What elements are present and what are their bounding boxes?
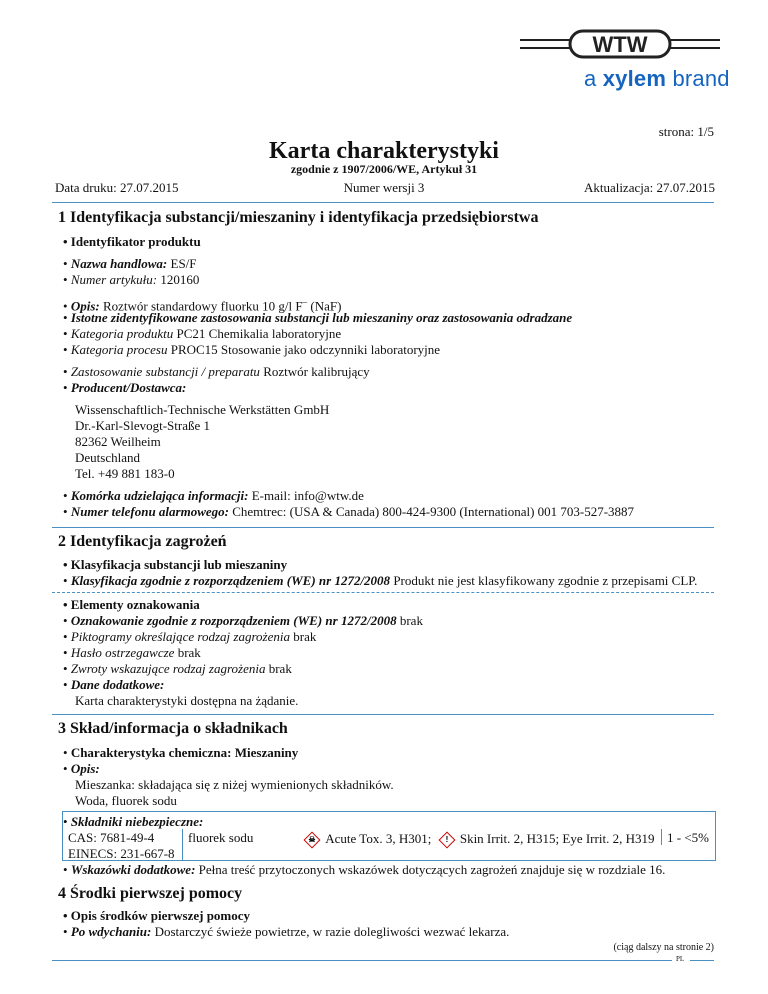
dangerous-components-label: • Składniki niebezpieczne: [63,814,204,829]
substance-use: • Zastosowanie substancji / preparatu Roztwór kalibrujący [63,364,370,379]
article-number: • Numer artykułu: 120160 [63,272,200,287]
clp-classification: • Klasyfikacja zgodnie z rozporządzeniem (WE) nr 1272/2008 Produkt nie jest klasyfikowany zgodnie z przepisami CLP. [63,573,698,588]
einecs-number: EINECS: 231-667-8 [68,846,175,861]
emergency-phone: • Numer telefonu alarmowego: Chemtrec: (USA & Canada) 800-424-9300 (International) 001 703-527-3887 [63,504,635,519]
concentration: 1 - <5% [667,830,709,845]
product-category: • Kategoria produktu PC21 Chemikalia laboratoryjne [63,326,342,341]
address-line: 82362 Weilheim [75,434,161,449]
producer-label: • Producent/Dostawca: [63,380,187,395]
substance-name: fluorek sodu [188,830,254,845]
address-line: Wissenschaftlich-Technische Werkstätten GmbH [75,402,330,417]
address-line: Deutschland [75,450,140,465]
language-code: PL [676,955,685,963]
cell-divider [661,829,662,845]
signal-word: • Hasło ostrzegawcze brak [63,645,201,660]
print-date: Data druku: 27.07.2015 [55,180,179,195]
trade-name: • Nazwa handlowa: ES/F [63,256,197,271]
inhalation: • Po wdychaniu: Dostarczyć świeże powietrze, w razie dolegliwości wezwać lekarza. [63,924,510,939]
info-department: • Komórka udzielająca informacji: E-mail: info@wtw.de [63,488,364,503]
s3-components: Woda, fluorek sodu [75,793,177,808]
divider [52,202,714,203]
divider [52,527,714,528]
hazard-statements: • Zwroty wskazujące rodzaj zagrożenia brak [63,661,292,676]
additional-data-label: • Dane dodatkowe: [63,677,165,692]
divider [52,714,714,715]
pictograms: • Piktogramy określające rodzaj zagrożenia brak [63,629,317,644]
section-3-heading: 3 Skład/informacja o składnikach [58,720,288,737]
label-elements-heading: • Elementy oznakowania [63,597,200,612]
section-4-heading: 4 Środki pierwszej pomocy [58,885,243,902]
footer-line [52,960,672,961]
marking: • Oznakowanie zgodnie z rozporządzeniem (WE) nr 1272/2008 brak [63,613,423,628]
page-number: strona: 1/5 [658,124,714,139]
process-category: • Kategoria procesu PROC15 Stosowanie jako odczynniki laboratoryjne [63,342,441,357]
additional-data: Karta charakterystyki dostępna na żądanie. [75,693,299,708]
section-2-heading: 2 Identyfikacja zagrożeń [58,533,227,550]
exclamation-icon: ! [438,832,455,849]
address-line: Tel. +49 881 183-0 [75,466,175,481]
section-1-heading: 1 Identyfikacja substancji/mieszaniny i identyfikacja przedsiębiorstwa [58,209,539,226]
skull-icon: ☠ [304,832,321,849]
logo-text: WTW [592,32,648,57]
additional-notes: • Wskazówki dodatkowe: Pełna treść przytoczonych wskazówek dotyczących zagrożeń znajduje się w rozdziale 16. [63,862,666,877]
continued-note: (ciąg dalszy na stronie 2) [613,942,714,953]
address-line: Dr.-Karl-Slevogt-Straße 1 [75,418,211,433]
version-number: Numer wersji 3 [343,180,425,195]
cell-divider [182,829,183,861]
classification-heading: • Klasyfikacja substancji lub mieszaniny [63,557,288,572]
hazard-line: ☠ Acute Tox. 3, H301; ! Skin Irrit. 2, H315; Eye Irrit. 2, H319 [306,831,654,847]
s3-description: Mieszanka: składająca się z niżej wymienionych składników. [75,777,394,792]
dashed-divider [52,592,714,593]
brand-tagline: a xylem brand [584,66,730,91]
description: • Opis: Roztwór standardowy fluorku 10 g/l F– (NaF) [63,297,342,314]
footer-line [690,960,714,961]
document-title: Karta charakterystyki [269,138,499,164]
first-aid-description: • Opis środków pierwszej pomocy [63,908,251,923]
chemical-characterization: • Charakterystyka chemiczna: Mieszaniny [63,745,299,760]
document-subtitle: zgodnie z 1907/2006/WE, Artykuł 31 [290,162,478,176]
identified-uses: • Istotne zidentyfikowane zastosowania substancji lub mieszaniny oraz zastosowania odradzane [63,310,573,325]
update-date: Aktualizacja: 27.07.2015 [583,180,715,195]
product-identifier: • Identyfikator produktu [63,234,201,249]
cas-number: CAS: 7681-49-4 [68,830,155,845]
s3-description-label: • Opis: [63,761,100,776]
